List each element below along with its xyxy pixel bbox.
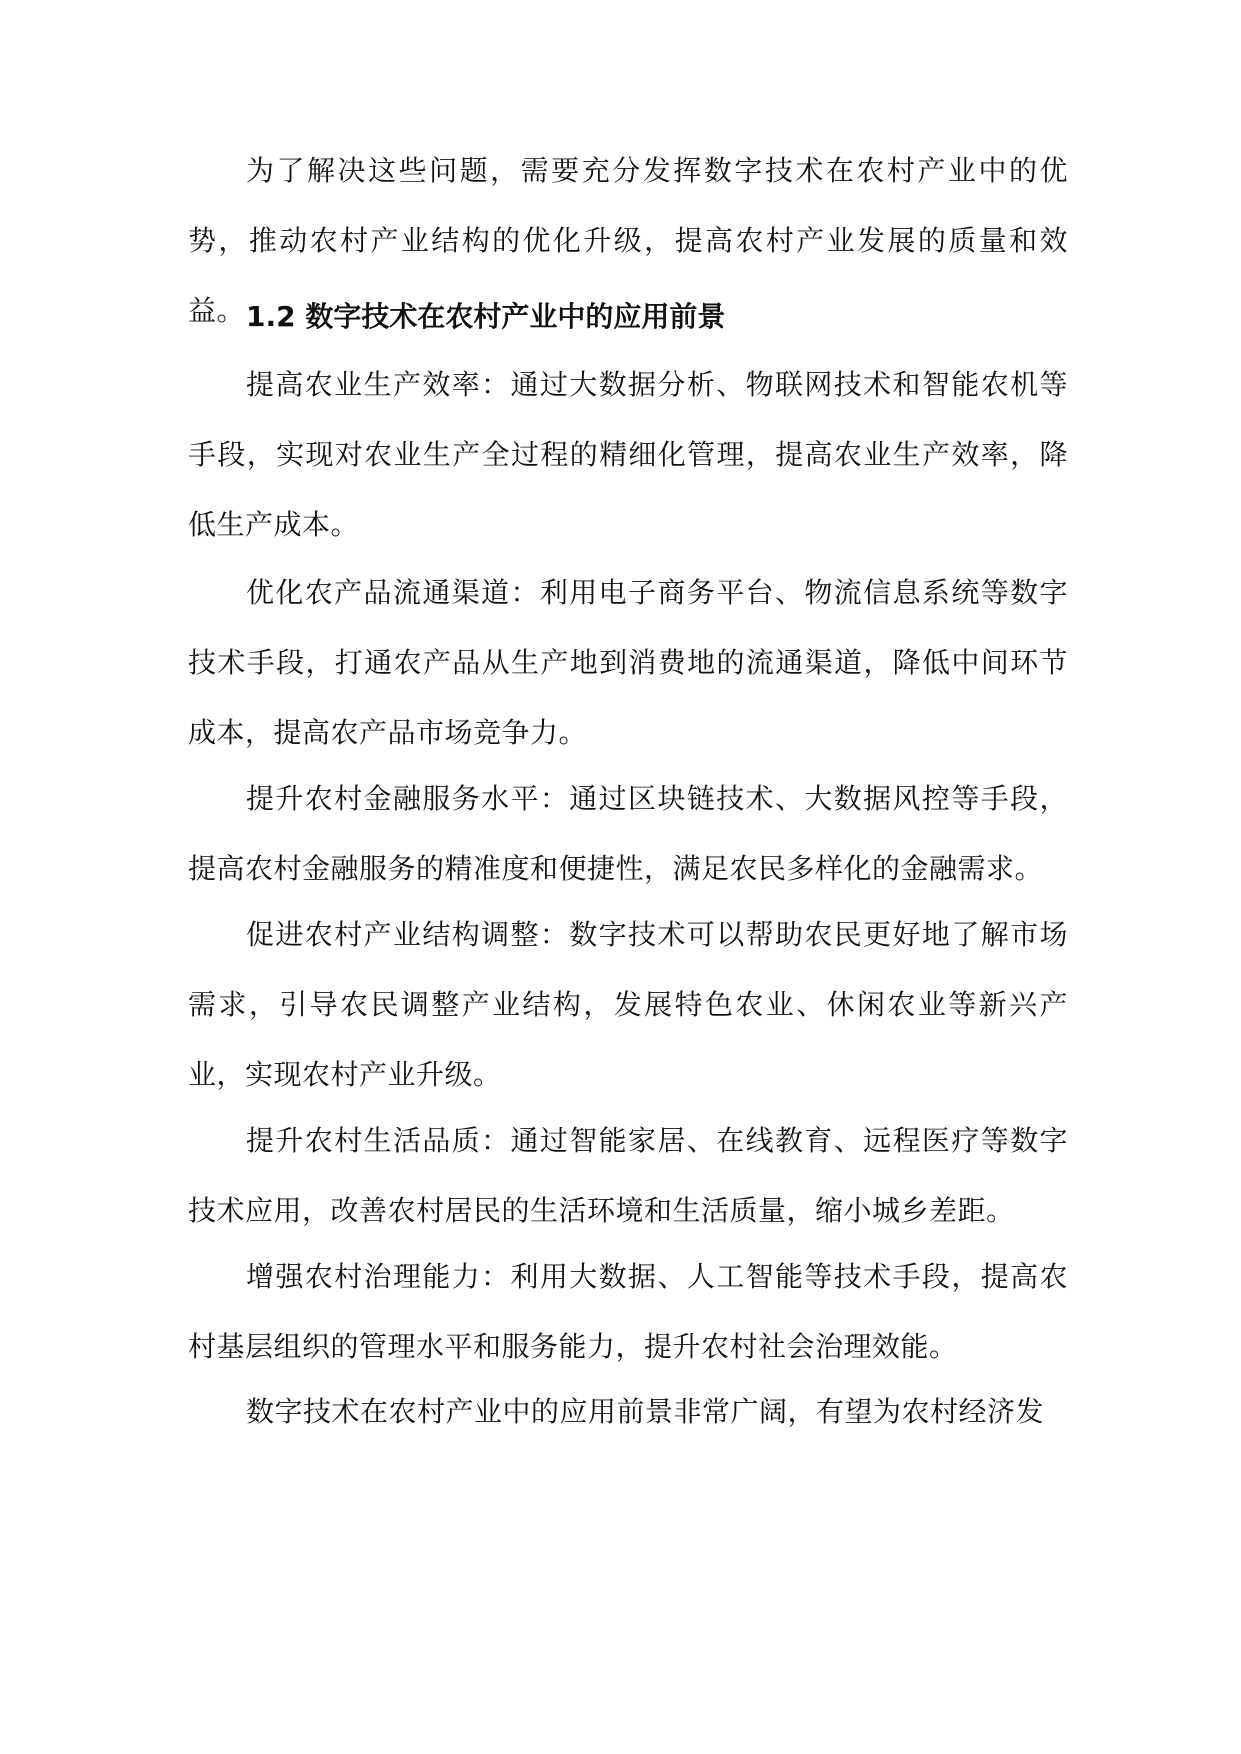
paragraph-efficiency: 提高农业生产效率：通过大数据分析、物联网技术和智能农机等手段，实现对农业生产全过程的精细化管理，提高农业生产效率，降低生产成本。	[188, 368, 1068, 541]
paragraph-living: 提升农村生活品质：通过智能家居、在线教育、远程医疗等数字技术应用，改善农村居民的生活环境和生活质量，缩小城乡差距。	[188, 1124, 1068, 1227]
paragraph-structure: 促进农村产业结构调整：数字技术可以帮助农民更好地了解市场需求，引导农民调整产业结构，发展特色农业、休闲农业等新兴产业，实现农村产业升级。	[188, 918, 1068, 1091]
section-heading: 1.2 数字技术在农村产业中的应用前景	[246, 300, 726, 333]
paragraph-distribution: 优化农产品流通渠道：利用电子商务平台、物流信息系统等数字技术手段，打通农产品从生产地到消费地的流通渠道，降低中间环节成本，提高农产品市场竞争力。	[188, 576, 1068, 749]
paragraph-outlook: 数字技术在农村产业中的应用前景非常广阔，有望为农村经济发	[246, 1395, 1045, 1428]
paragraph-intro: 为了解决这些问题，需要充分发挥数字技术在农村产业中的优势，推动农村产业结构的优化升级，提高农村产业发展的质量和效益。	[188, 154, 1068, 327]
paragraph-governance: 增强农村治理能力：利用大数据、人工智能等技术手段，提高农村基层组织的管理水平和服务能力，提升农村社会治理效能。	[188, 1260, 1068, 1363]
paragraph-finance: 提升农村金融服务水平：通过区块链技术、大数据风控等手段，提高农村金融服务的精准度和便捷性，满足农民多样化的金融需求。	[188, 782, 1068, 885]
